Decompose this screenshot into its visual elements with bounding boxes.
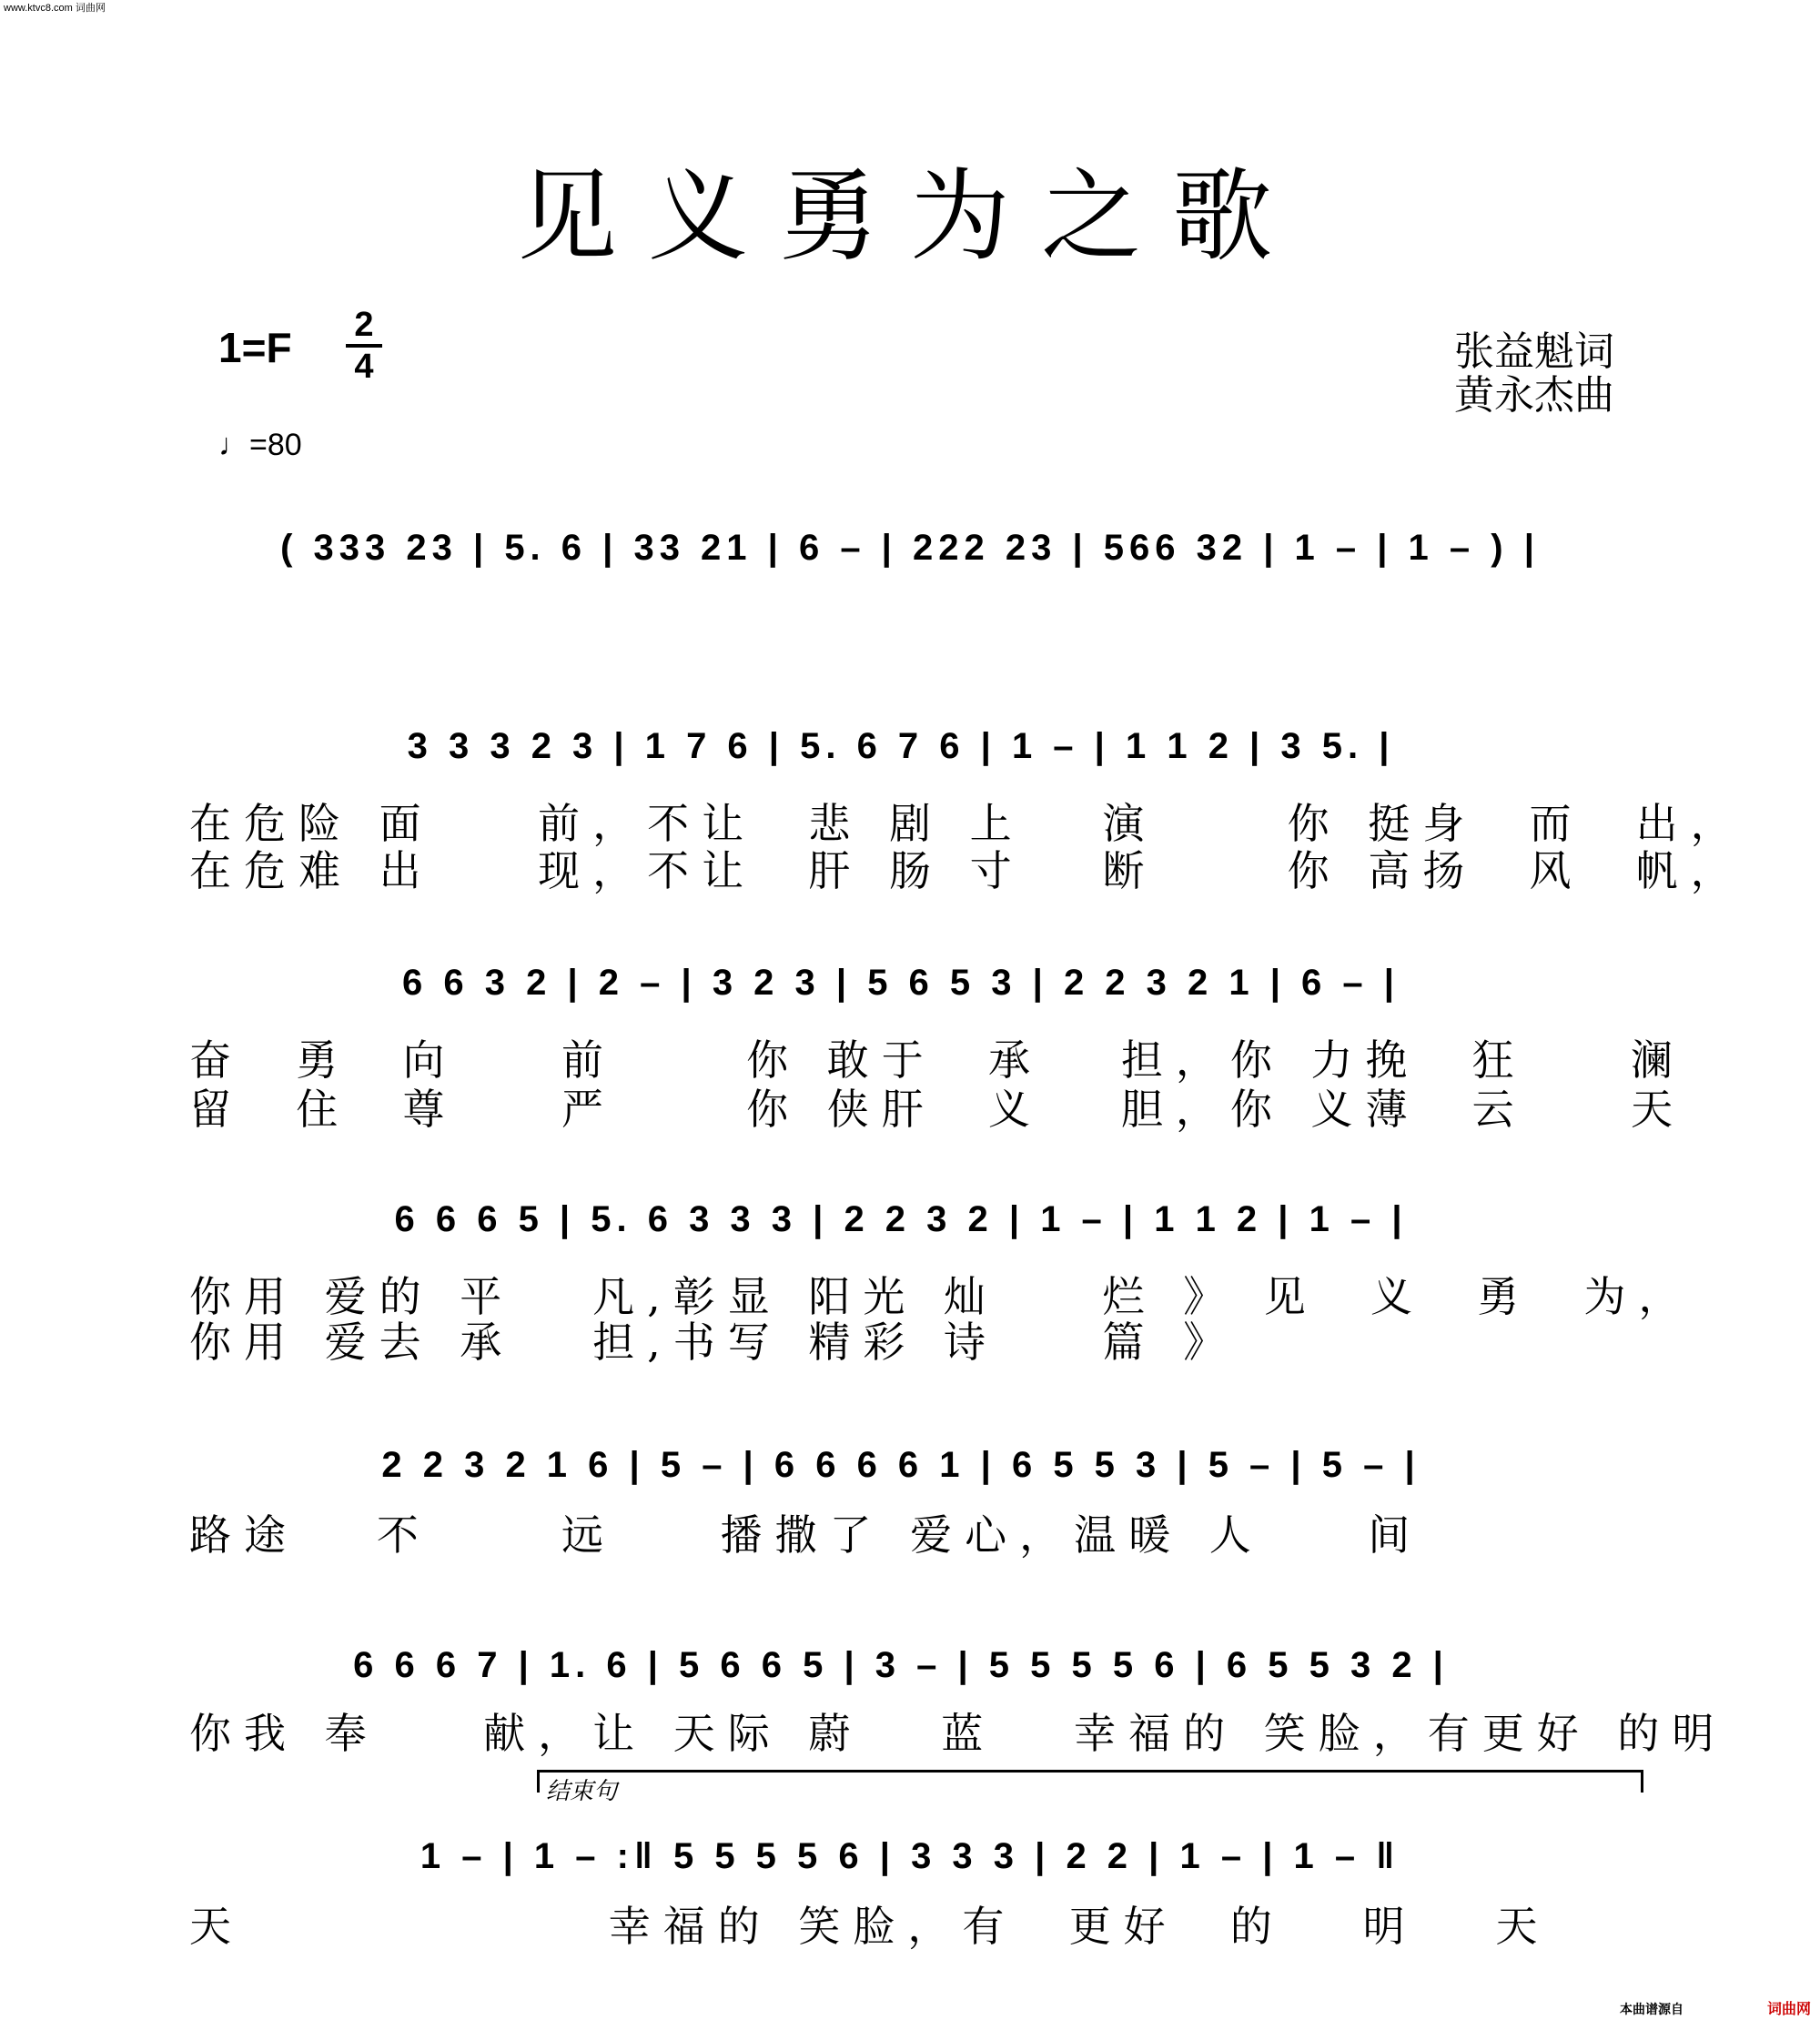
score-row-4 (0, 1183, 1820, 1365)
footer-source: 本曲谱源自 (1620, 2002, 1684, 2016)
note-line: 6 6 6 7 | 1. 6 | 5 6 6 5 | 3 – | 5 5 5 5 6 | 6 5 5 3 2 | (353, 1645, 1449, 1685)
lyric-verse-2: 你用 爱去 承 担,书写 精彩 诗 篇 》 (189, 1318, 1239, 1367)
lyricist: 张益魁词 (1454, 328, 1614, 375)
score-row-7 (0, 1820, 1820, 1965)
lyric-verse-1: 奋 勇 向 前 你 敢于 承 担，你 力挽 狂 澜 (189, 1035, 1686, 1085)
footer-brand-logo: 词曲网 (1766, 2002, 1811, 2017)
score-row-6 (0, 1629, 1820, 1765)
note-line: 6 6 6 5 | 5. 6 3 3 3 | 2 2 3 2 | 1 – | 1 1 2 | 1 – | (394, 1199, 1408, 1239)
lyric-verse-1: 你用 爱的 平 凡,彰显 阳光 灿 烂 》 见 义 勇 为， (189, 1272, 1694, 1321)
lyric-verse-1: 你我 奉 献，让 天际 蔚 蓝 幸福的 笑脸，有更好 的明 (189, 1709, 1727, 1758)
key-signature: 1=F (218, 324, 292, 371)
lyric-verse-1: 在危险 面 前，不让 悲 剧 上 演 你 挺身 而 出， (189, 799, 1745, 848)
lyric-verse-1: 路途 不 远 播撒了 爱心，温暖 人 间 (189, 1510, 1423, 1560)
note-line: 2 2 3 2 1 6 | 5 – | 6 6 6 6 1 | 6 5 5 3 | 5 – | 5 – | (381, 1445, 1421, 1485)
time-signature-bottom: 4 (354, 348, 374, 386)
time-signature (346, 308, 382, 384)
note-line: 1 – | 1 – :‖ 5 5 5 5 6 | 3 3 3 | 2 2 | 1 – | 1 – ‖ (420, 1836, 1400, 1876)
note-line: 3 3 3 2 3 | 1 7 6 | 5. 6 7 6 | 1 – | 1 1 2 | 3 5. | (407, 726, 1395, 766)
ending-label: 结束句 (546, 1778, 618, 1805)
tempo-mark: ♩=80 (218, 428, 302, 462)
note-line: ( 333 23 | 5. 6 | 33 21 | 6 – | 222 23 | 566 32 | 1 – | 1 – ) | (280, 528, 1540, 568)
lyric-verse-2: 留 住 尊 严 你 侠肝 义 胆，你 义薄 云 天 (189, 1085, 1686, 1134)
lyric-verse-1: 天 幸福的 笑脸，有 更好 的 明 天 (189, 1902, 1551, 1951)
site-watermark: www.ktvc8.com 词曲网 (4, 3, 106, 14)
note-line: 6 6 3 2 | 2 – | 3 2 3 | 5 6 5 3 | 2 2 3 2 1 | 6 – | (402, 963, 1400, 1003)
song-title: 见义勇为之歌 (517, 158, 1303, 275)
time-signature-top: 2 (354, 306, 374, 344)
score-row-5 (0, 1429, 1820, 1565)
composer: 黄永杰曲 (1454, 372, 1614, 419)
score-row-2 (0, 710, 1820, 895)
lyric-verse-2: 在危难 出 现，不让 肝 肠 寸 断 你 高扬 风 帆， (189, 846, 1745, 895)
ending-bracket (537, 1770, 1643, 1793)
score-row-3 (0, 946, 1820, 1134)
score-row-1 (0, 519, 1820, 591)
